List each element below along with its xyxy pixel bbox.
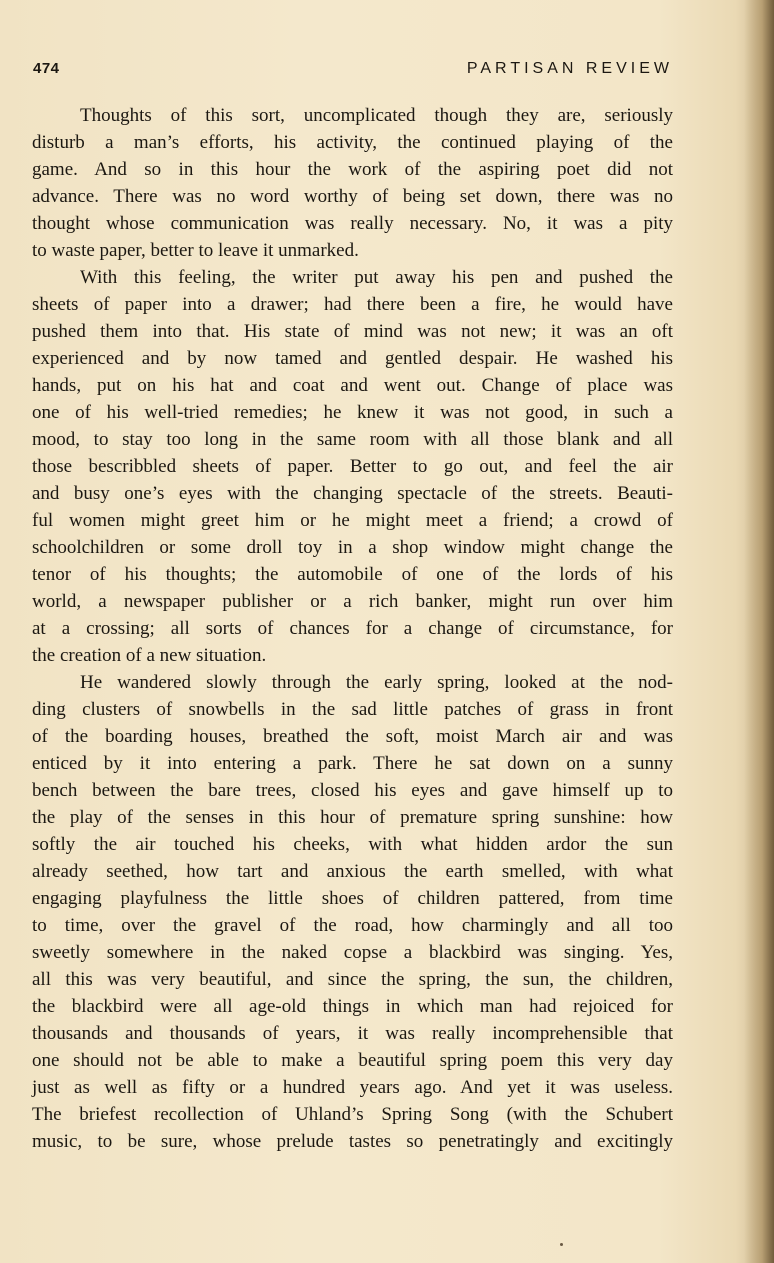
page-gutter-shadow <box>744 0 774 1263</box>
text-line: game. And so in this hour the work of the aspiring poet did not <box>32 159 673 180</box>
text-line: advance. There was no word worthy of being set down, there was no <box>32 186 673 207</box>
text-line: music, to be sure, whose prelude tastes so penetratingly and excitingly <box>32 1131 673 1152</box>
text-line: thought whose communication was really necessary. No, it was a pity <box>32 213 673 234</box>
text-line: bench between the bare trees, closed his eyes and gave himself up to <box>32 780 673 801</box>
page-number: 474 <box>33 60 60 77</box>
text-line: one should not be able to make a beautiful spring poem this very day <box>32 1050 673 1071</box>
text-line: to time, over the gravel of the road, how charmingly and all too <box>32 915 673 936</box>
text-line: at a crossing; all sorts of chances for a change of circumstance, for <box>32 618 673 639</box>
text-line: Thoughts of this sort, uncomplicated though they are, seriously <box>80 105 673 126</box>
running-head: PARTISAN REVIEW <box>466 60 673 77</box>
paper-speck <box>560 1243 563 1246</box>
text-line: engaging playfulness the little shoes of children pattered, from time <box>32 888 673 909</box>
paragraph-3 <box>32 669 673 1155</box>
page-header <box>33 60 673 84</box>
text-line: all this was very beautiful, and since the spring, the sun, the children, <box>32 969 673 990</box>
text-line: ding clusters of snowbells in the sad little patches of grass in front <box>32 699 673 720</box>
text-line: tenor of his thoughts; the automobile of one of the lords of his <box>32 564 673 585</box>
body-text <box>32 102 673 1155</box>
text-line: the blackbird were all age-old things in which man had rejoiced for <box>32 996 673 1017</box>
paragraph-1 <box>32 102 673 264</box>
text-line: the creation of a new situation. <box>32 645 267 666</box>
text-line: already seethed, how tart and anxious the earth smelled, with what <box>32 861 673 882</box>
text-line: He wandered slowly through the early spring, looked at the nod- <box>80 672 673 693</box>
text-line: softly the air touched his cheeks, with what hidden ardor the sun <box>32 834 673 855</box>
text-line: those bescribbled sheets of paper. Better to go out, and feel the air <box>32 456 673 477</box>
text-line: one of his well-tried remedies; he knew it was not good, in such a <box>32 402 673 423</box>
text-line: With this feeling, the writer put away his pen and pushed the <box>80 267 673 288</box>
text-line: sweetly somewhere in the naked copse a blackbird was singing. Yes, <box>32 942 673 963</box>
text-line: experienced and by now tamed and gentled despair. He washed his <box>32 348 673 369</box>
text-line: thousands and thousands of years, it was really incomprehensible that <box>32 1023 673 1044</box>
paragraph-2 <box>32 264 673 669</box>
text-line: sheets of paper into a drawer; had there been a fire, he would have <box>32 294 673 315</box>
text-line: hands, put on his hat and coat and went out. Change of place was <box>32 375 673 396</box>
text-line: world, a newspaper publisher or a rich banker, might run over him <box>32 591 673 612</box>
text-line: and busy one’s eyes with the changing spectacle of the streets. Beauti- <box>32 483 673 504</box>
text-line: disturb a man’s efforts, his activity, the continued playing of the <box>32 132 673 153</box>
text-line: mood, to stay too long in the same room with all those blank and all <box>32 429 673 450</box>
text-line: The briefest recollection of Uhland’s Spring Song (with the Schubert <box>32 1104 673 1125</box>
text-line: to waste paper, better to leave it unmarked. <box>32 240 359 261</box>
text-line: schoolchildren or some droll toy in a shop window might change the <box>32 537 673 558</box>
text-line: of the boarding houses, breathed the soft, moist March air and was <box>32 726 673 747</box>
text-line: enticed by it into entering a park. There he sat down on a sunny <box>32 753 673 774</box>
text-line: just as well as fifty or a hundred years ago. And yet it was useless. <box>32 1077 673 1098</box>
text-line: pushed them into that. His state of mind was not new; it was an oft <box>32 321 673 342</box>
text-line: ful women might greet him or he might meet a friend; a crowd of <box>32 510 673 531</box>
text-line: the play of the senses in this hour of premature spring sunshine: how <box>32 807 673 828</box>
